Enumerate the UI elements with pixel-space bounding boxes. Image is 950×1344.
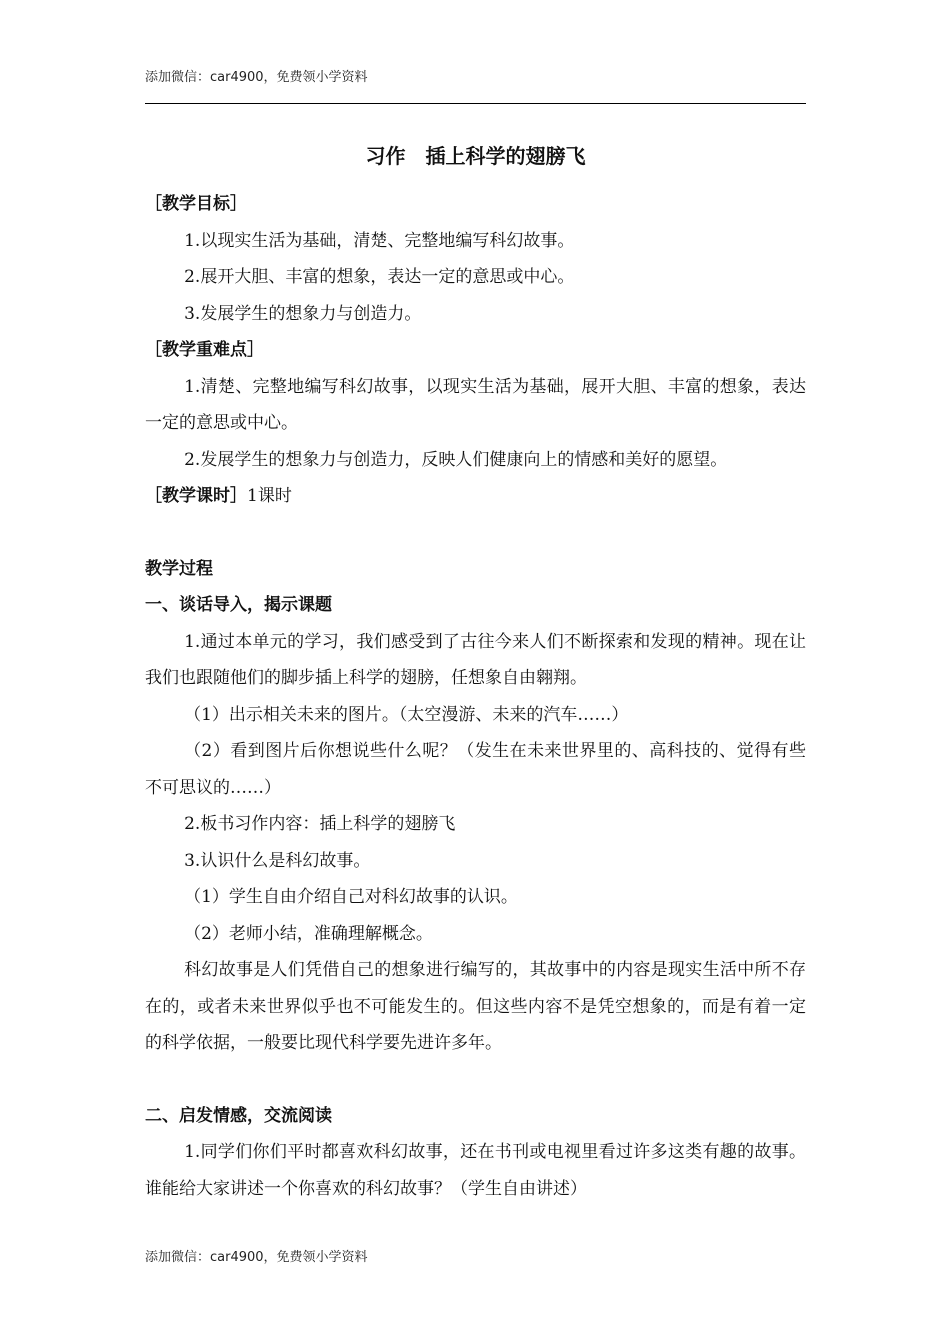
document-body [145,186,806,1207]
page-footer-text: 添加微信：car4900，免费领小学资料 [145,1250,368,1265]
class-hours-line [145,478,806,515]
class-hours-value: 1课时 [247,486,292,506]
section1-paragraph: 1.通过本单元的学习，我们感受到了古往今来人们不断探索和发现的精神。现在让我们也跟随他们的脚步插上科学的翅膀，任想象自由翱翔。 [145,631,806,688]
objectives-heading: ［教学目标］ [145,194,247,214]
spacer [145,1062,806,1098]
section1-heading: 一、谈话导入，揭示课题 [145,595,332,615]
objective-item: 1.以现实生活为基础，清楚、完整地编写科幻故事。 [184,230,575,251]
key-point-item: 2.发展学生的想象力与创造力，反映人们健康向上的情感和美好的愿望。 [184,449,728,470]
page-title: 习作 插上科学的翅膀飞 [365,144,586,168]
page-header-text: 添加微信：car4900，免费领小学资料 [145,70,368,85]
process-heading: 教学过程 [145,558,213,579]
header-divider [145,103,806,104]
section1-paragraph: 3.认识什么是科幻故事。 [184,850,371,871]
objective-item: 3.发展学生的想象力与创造力。 [184,303,422,324]
section1-paragraph: （1）学生自由介绍自己对科幻故事的认识。 [184,887,518,907]
section2-paragraph: 1.同学们你们平时都喜欢科幻故事，还在书刊或电视里看过许多这类有趣的故事。谁能给大家讲述一个你喜欢的科幻故事？（学生自由讲述） [145,1142,806,1199]
key-points-heading: ［教学重难点］ [145,340,264,360]
key-point-item: 1.清楚、完整地编写科幻故事，以现实生活为基础，展开大胆、丰富的想象，表达一定的意思或中心。 [145,376,806,433]
objective-item: 2.展开大胆、丰富的想象，表达一定的意思或中心。 [184,267,575,287]
section1-paragraph: 2.板书习作内容：插上科学的翅膀飞 [184,814,456,834]
section1-paragraph: 科幻故事是人们凭借自己的想象进行编写的，其故事中的内容是现实生活中所不存在的，或者未来世界似乎也不可能发生的。但这些内容不是凭空想象的，而是有着一定的科学依据，一般要比现代科学要先进许多年。 [145,960,806,1053]
class-hours-label: ［教学课时］ [145,486,247,506]
spacer [145,515,806,551]
section2-heading: 二、启发情感，交流阅读 [145,1105,332,1126]
section1-paragraph: （2）老师小结，准确理解概念。 [184,923,433,944]
section1-paragraph: （1）出示相关未来的图片。（太空漫游、未来的汽车……） [184,704,629,725]
section1-paragraph: （2）看到图片后你想说些什么呢？（发生在未来世界里的、高科技的、觉得有些不可思议的……） [145,741,806,798]
